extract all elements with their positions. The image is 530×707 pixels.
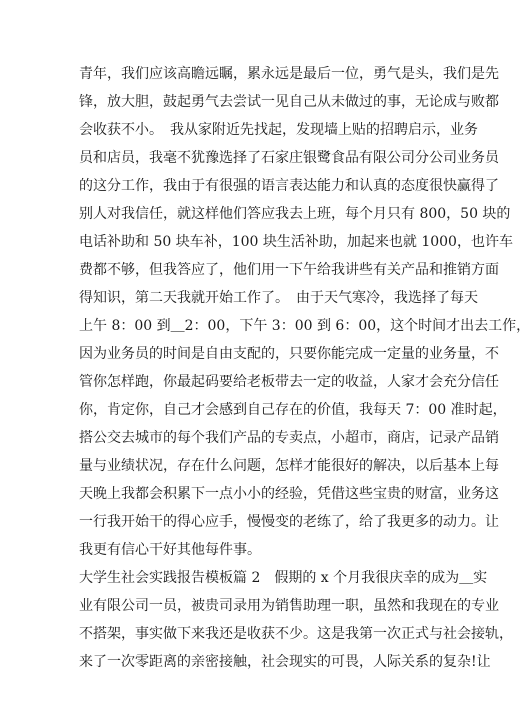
paragraph-line: 不搭架，事实做下来我还是收获不少。这是我第一次正式与社会接轨， (79, 626, 513, 642)
paragraph-line: 天晚上我都会积累下一点小小的经验，凭借这些宝贵的财富，业务这 (79, 486, 499, 502)
paragraph-line: 别人对我信任，就这样他们答应我去上班，每个月只有 800，50 块的 (79, 206, 511, 222)
section-heading-line: 大学生社会实践报告模板篇 2 假期的 x 个月我很庆幸的成为＿实 (79, 570, 488, 586)
paragraph-line: 量与业绩状况，存在什么问题，怎样才能很好的解决，以后基本上每 (79, 458, 499, 474)
paragraph-line: 我更有信心干好其他每件事。 (79, 542, 261, 558)
paragraph-line: 因为业务员的时间是自由支配的，只要你能完成一定量的业务量，不 (79, 346, 499, 362)
paragraph-line: 上午 8：00 到＿2：00，下午 3：00 到 6：00，这个时间才出去工作， (79, 318, 530, 334)
paragraph-line: 你，肯定你，自己才会感到自己存在的价值，我每天 7：00 准时起， (79, 402, 507, 418)
paragraph-line: 业有限公司一员，被贵司录用为销售助理一职，虽然和我现在的专业 (79, 598, 499, 614)
paragraph-line: 搭公交去城市的每个我们产品的专卖点，小超市，商店，记录产品销 (79, 430, 499, 446)
paragraph-line: 管你怎样跑，你最起码要给老板带去一定的收益，人家才会充分信任 (79, 374, 499, 390)
paragraph-line: 锋，放大胆，鼓起勇气去尝试一见自己从未做过的事，无论成与败都 (79, 94, 499, 110)
paragraph-line: 一行我开始干的得心应手，慢慢变的老练了，给了我更多的动力。让 (79, 514, 499, 530)
paragraph-line: 会收获不小。 我从家附近先找起，发现墙上贴的招聘启示，业务 (79, 122, 478, 138)
paragraph-line: 青年，我们应该高瞻远瞩，累永远是最后一位，勇气是头，我们是先 (79, 66, 499, 82)
paragraph-line: 得知识，第二天我就开始工作了。 由于天气寒冷，我选择了每天 (79, 290, 478, 306)
paragraph-line: 员和店员，我毫不犹豫选择了石家庄银鹭食品有限公司分公司业务员 (79, 150, 499, 166)
paragraph-line: 费都不够，但我答应了，他们用一下午给我讲些有关产品和推销方面 (79, 262, 499, 278)
paragraph-line: 电话补助和 50 块车补，100 块生活补助，加起来也就 1000，也许车 (79, 234, 513, 250)
paragraph-line: 的这分工作，我由于有很强的语言表达能力和认真的态度很快赢得了 (79, 178, 499, 194)
paragraph-line: 来了一次零距离的亲密接触，社会现实的可畏，人际关系的复杂!让 (79, 654, 491, 670)
